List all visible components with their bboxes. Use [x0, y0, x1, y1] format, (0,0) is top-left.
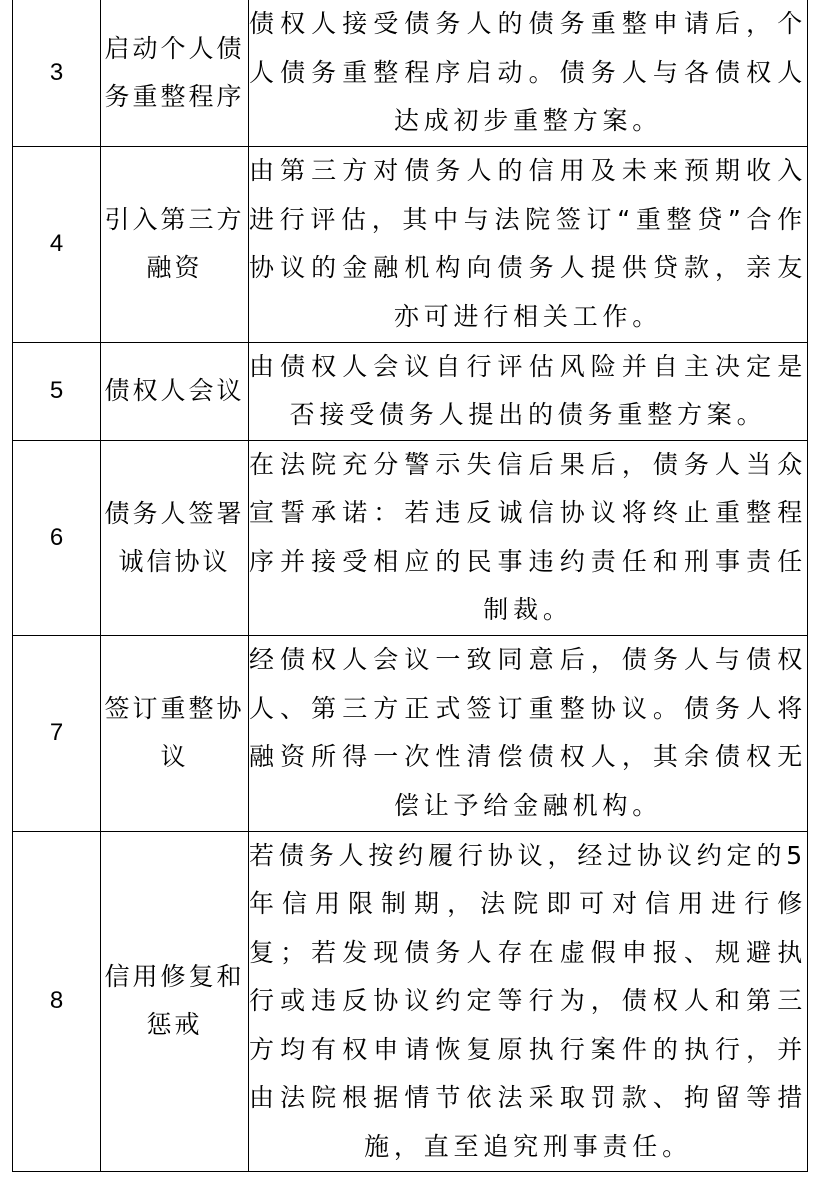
step-number: 5: [13, 342, 101, 440]
table-row: [13, 831, 808, 1172]
step-name: 引入第三方融资: [101, 146, 249, 342]
table-row: [13, 635, 808, 831]
table-row: [13, 440, 808, 635]
step-number: 7: [13, 635, 101, 831]
step-description: 经债权人会议一致同意后，债务人与债权人、第三方正式签订重整协议。债务人将融资所得一次性清偿债权人，其余债权无偿让予给金融机构。: [249, 635, 808, 831]
step-number: 4: [13, 146, 101, 342]
step-number: 6: [13, 440, 101, 635]
table-row: [13, 0, 808, 146]
step-description: 在法院充分警示失信后果后，债务人当众宣誓承诺：若违反诚信协议将终止重整程序并接受相应的民事违约责任和刑事责任制裁。: [249, 440, 808, 635]
procedure-table: [12, 0, 808, 1172]
step-name: 启动个人债务重整程序: [101, 0, 249, 146]
step-number: 3: [13, 0, 101, 146]
table-row: [13, 146, 808, 342]
step-description: 债权人接受债务人的债务重整申请后，个人债务重整程序启动。债务人与各债权人达成初步重整方案。: [249, 0, 808, 146]
step-name: 签订重整协议: [101, 635, 249, 831]
step-number: 8: [13, 831, 101, 1172]
step-name: 信用修复和惩戒: [101, 831, 249, 1172]
step-description: 若债务人按约履行协议，经过协议约定的5年信用限制期，法院即可对信用进行修复；若发现债务人存在虚假申报、规避执行或违反协议约定等行为，债权人和第三方均有权申请恢复原执行案件的执行，并由法院根据情节依法采取罚款、拘留等措施，直至追究刑事责任。: [249, 831, 808, 1172]
step-name: 债务人签署诚信协议: [101, 440, 249, 635]
step-name: 债权人会议: [101, 342, 249, 440]
step-description: 由第三方对债务人的信用及未来预期收入进行评估，其中与法院签订“重整贷”合作协议的金融机构向债务人提供贷款，亲友亦可进行相关工作。: [249, 146, 808, 342]
step-description: 由债权人会议自行评估风险并自主决定是否接受债务人提出的债务重整方案。: [249, 342, 808, 440]
table-row: [13, 342, 808, 440]
